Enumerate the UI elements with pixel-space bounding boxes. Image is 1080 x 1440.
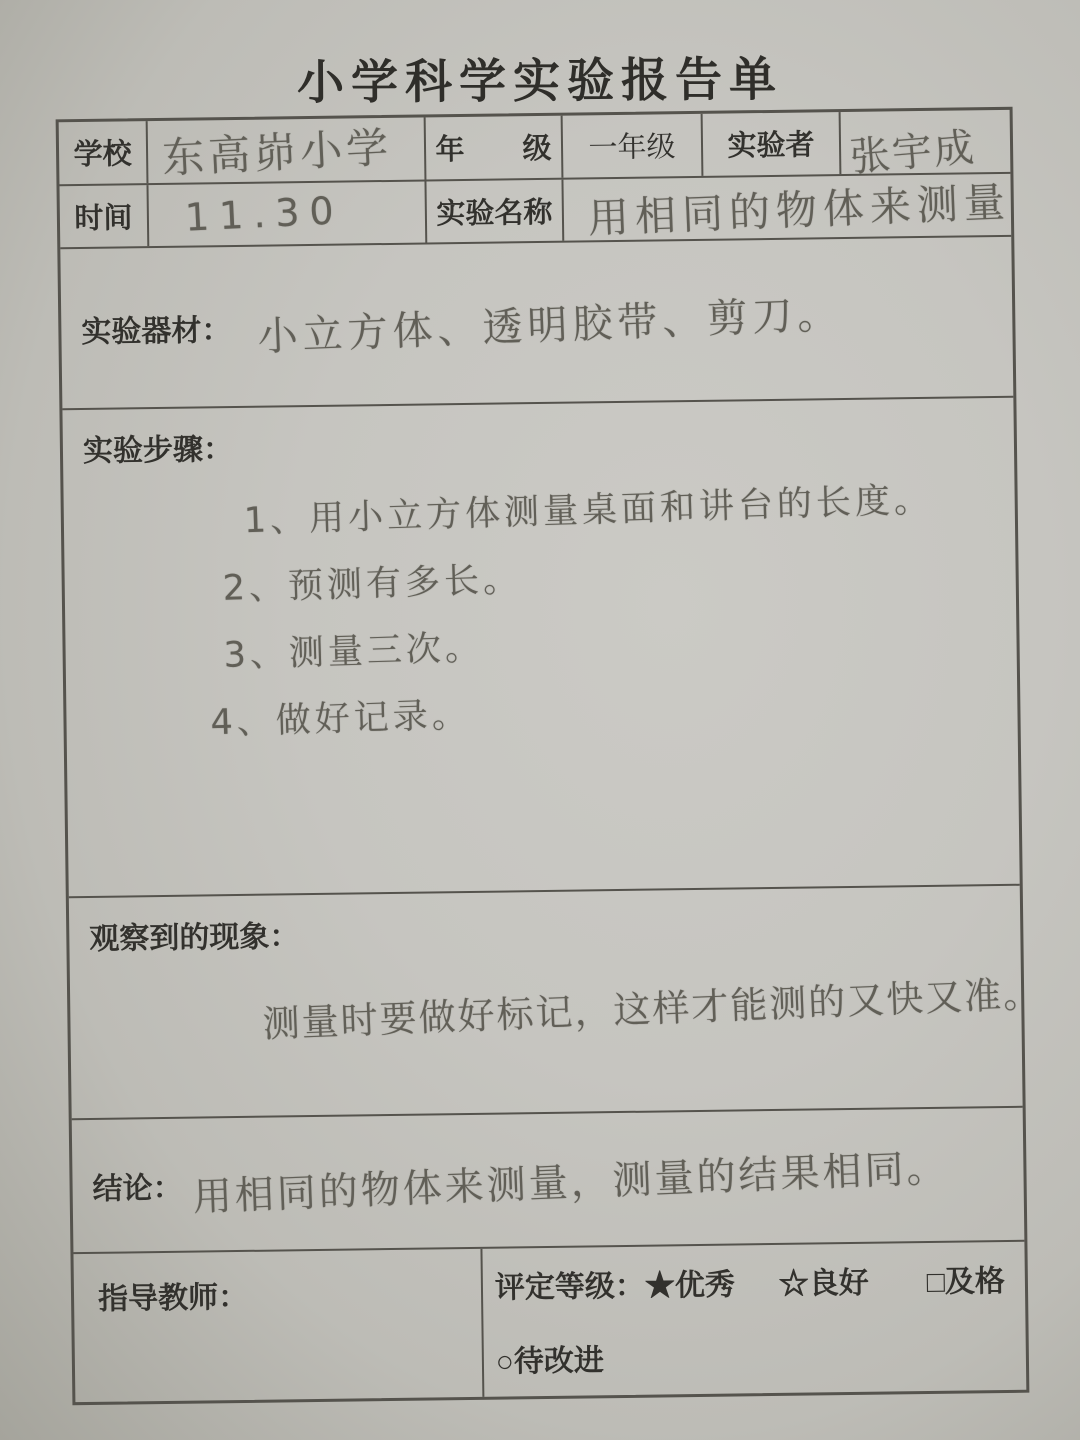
star-filled-icon: ★	[644, 1269, 676, 1303]
materials-handwritten-value: 小立方体、透明胶带、剪刀。	[256, 291, 844, 361]
experiment-name-handwritten-value: 用相同的物体来测量	[587, 178, 1012, 243]
circle-outline-icon: ○	[495, 1345, 515, 1379]
square-outline-icon: □	[926, 1265, 946, 1300]
observation-cell	[69, 885, 1064, 1117]
conclusion-label: 结论：	[92, 1171, 183, 1206]
row-materials	[60, 237, 1013, 410]
step-item-4: 4、做好记录。	[209, 695, 472, 744]
school-label: 学校	[59, 121, 149, 184]
experimenter-value-cell	[841, 110, 1011, 182]
step-item-2: 2、预测有多长。	[222, 559, 523, 610]
teacher-cell	[73, 1249, 484, 1402]
school-value-cell	[148, 117, 427, 182]
teacher-label: 指导教师：	[97, 1280, 249, 1316]
step-item-1: 1、用小立方体测量桌面和讲台的长度。	[243, 480, 934, 542]
steps-cell	[62, 398, 1019, 896]
time-value-cell	[148, 181, 427, 246]
steps-list	[209, 472, 997, 750]
rating-pass-label: 及格	[944, 1264, 1006, 1299]
conclusion-handwritten-value: 用相同的物体来测量，测量的结果相同。	[192, 1145, 950, 1221]
rating-line-1	[495, 1256, 1006, 1307]
school-handwritten-value: 东高峁小学	[161, 122, 394, 183]
star-outline-icon: ☆	[778, 1267, 810, 1301]
row-footer	[73, 1242, 1026, 1402]
rating-label: 评定等级：	[494, 1269, 646, 1305]
observation-handwritten-value: 测量时要做好标记，这样才能测的又快又准。	[261, 972, 1043, 1047]
experiment-report-table	[56, 107, 1043, 1405]
observation-label: 观察到的现象：	[89, 920, 300, 957]
rating-line-2	[495, 1330, 1006, 1381]
time-handwritten-value: 11.30	[183, 187, 345, 240]
rating-improve-label: 待改进	[513, 1344, 605, 1379]
page-title: 小学科学实验报告单	[296, 54, 784, 110]
steps-label: 实验步骤：	[82, 433, 234, 469]
time-label: 时间	[59, 185, 149, 248]
grade-label: 年 级	[426, 116, 564, 180]
experiment-name-value-cell	[563, 174, 1011, 242]
row-observation	[69, 886, 1043, 1120]
grade-value: 一年级	[563, 114, 704, 178]
materials-cell	[60, 237, 1013, 408]
materials-label: 实验器材：	[81, 313, 232, 349]
row-conclusion	[72, 1107, 1025, 1254]
rating-cell	[482, 1242, 1026, 1397]
step-item-3: 3、测量三次。	[223, 628, 485, 677]
conclusion-cell	[72, 1107, 1025, 1252]
row-steps	[62, 398, 1019, 898]
experimenter-label: 实验者	[703, 112, 842, 176]
experiment-name-label: 实验名称	[426, 179, 564, 243]
rating-good-label: 良好	[808, 1266, 870, 1301]
experimenter-handwritten-value: 张宇成	[848, 125, 978, 182]
rating-excellent-label: 优秀	[674, 1268, 736, 1303]
